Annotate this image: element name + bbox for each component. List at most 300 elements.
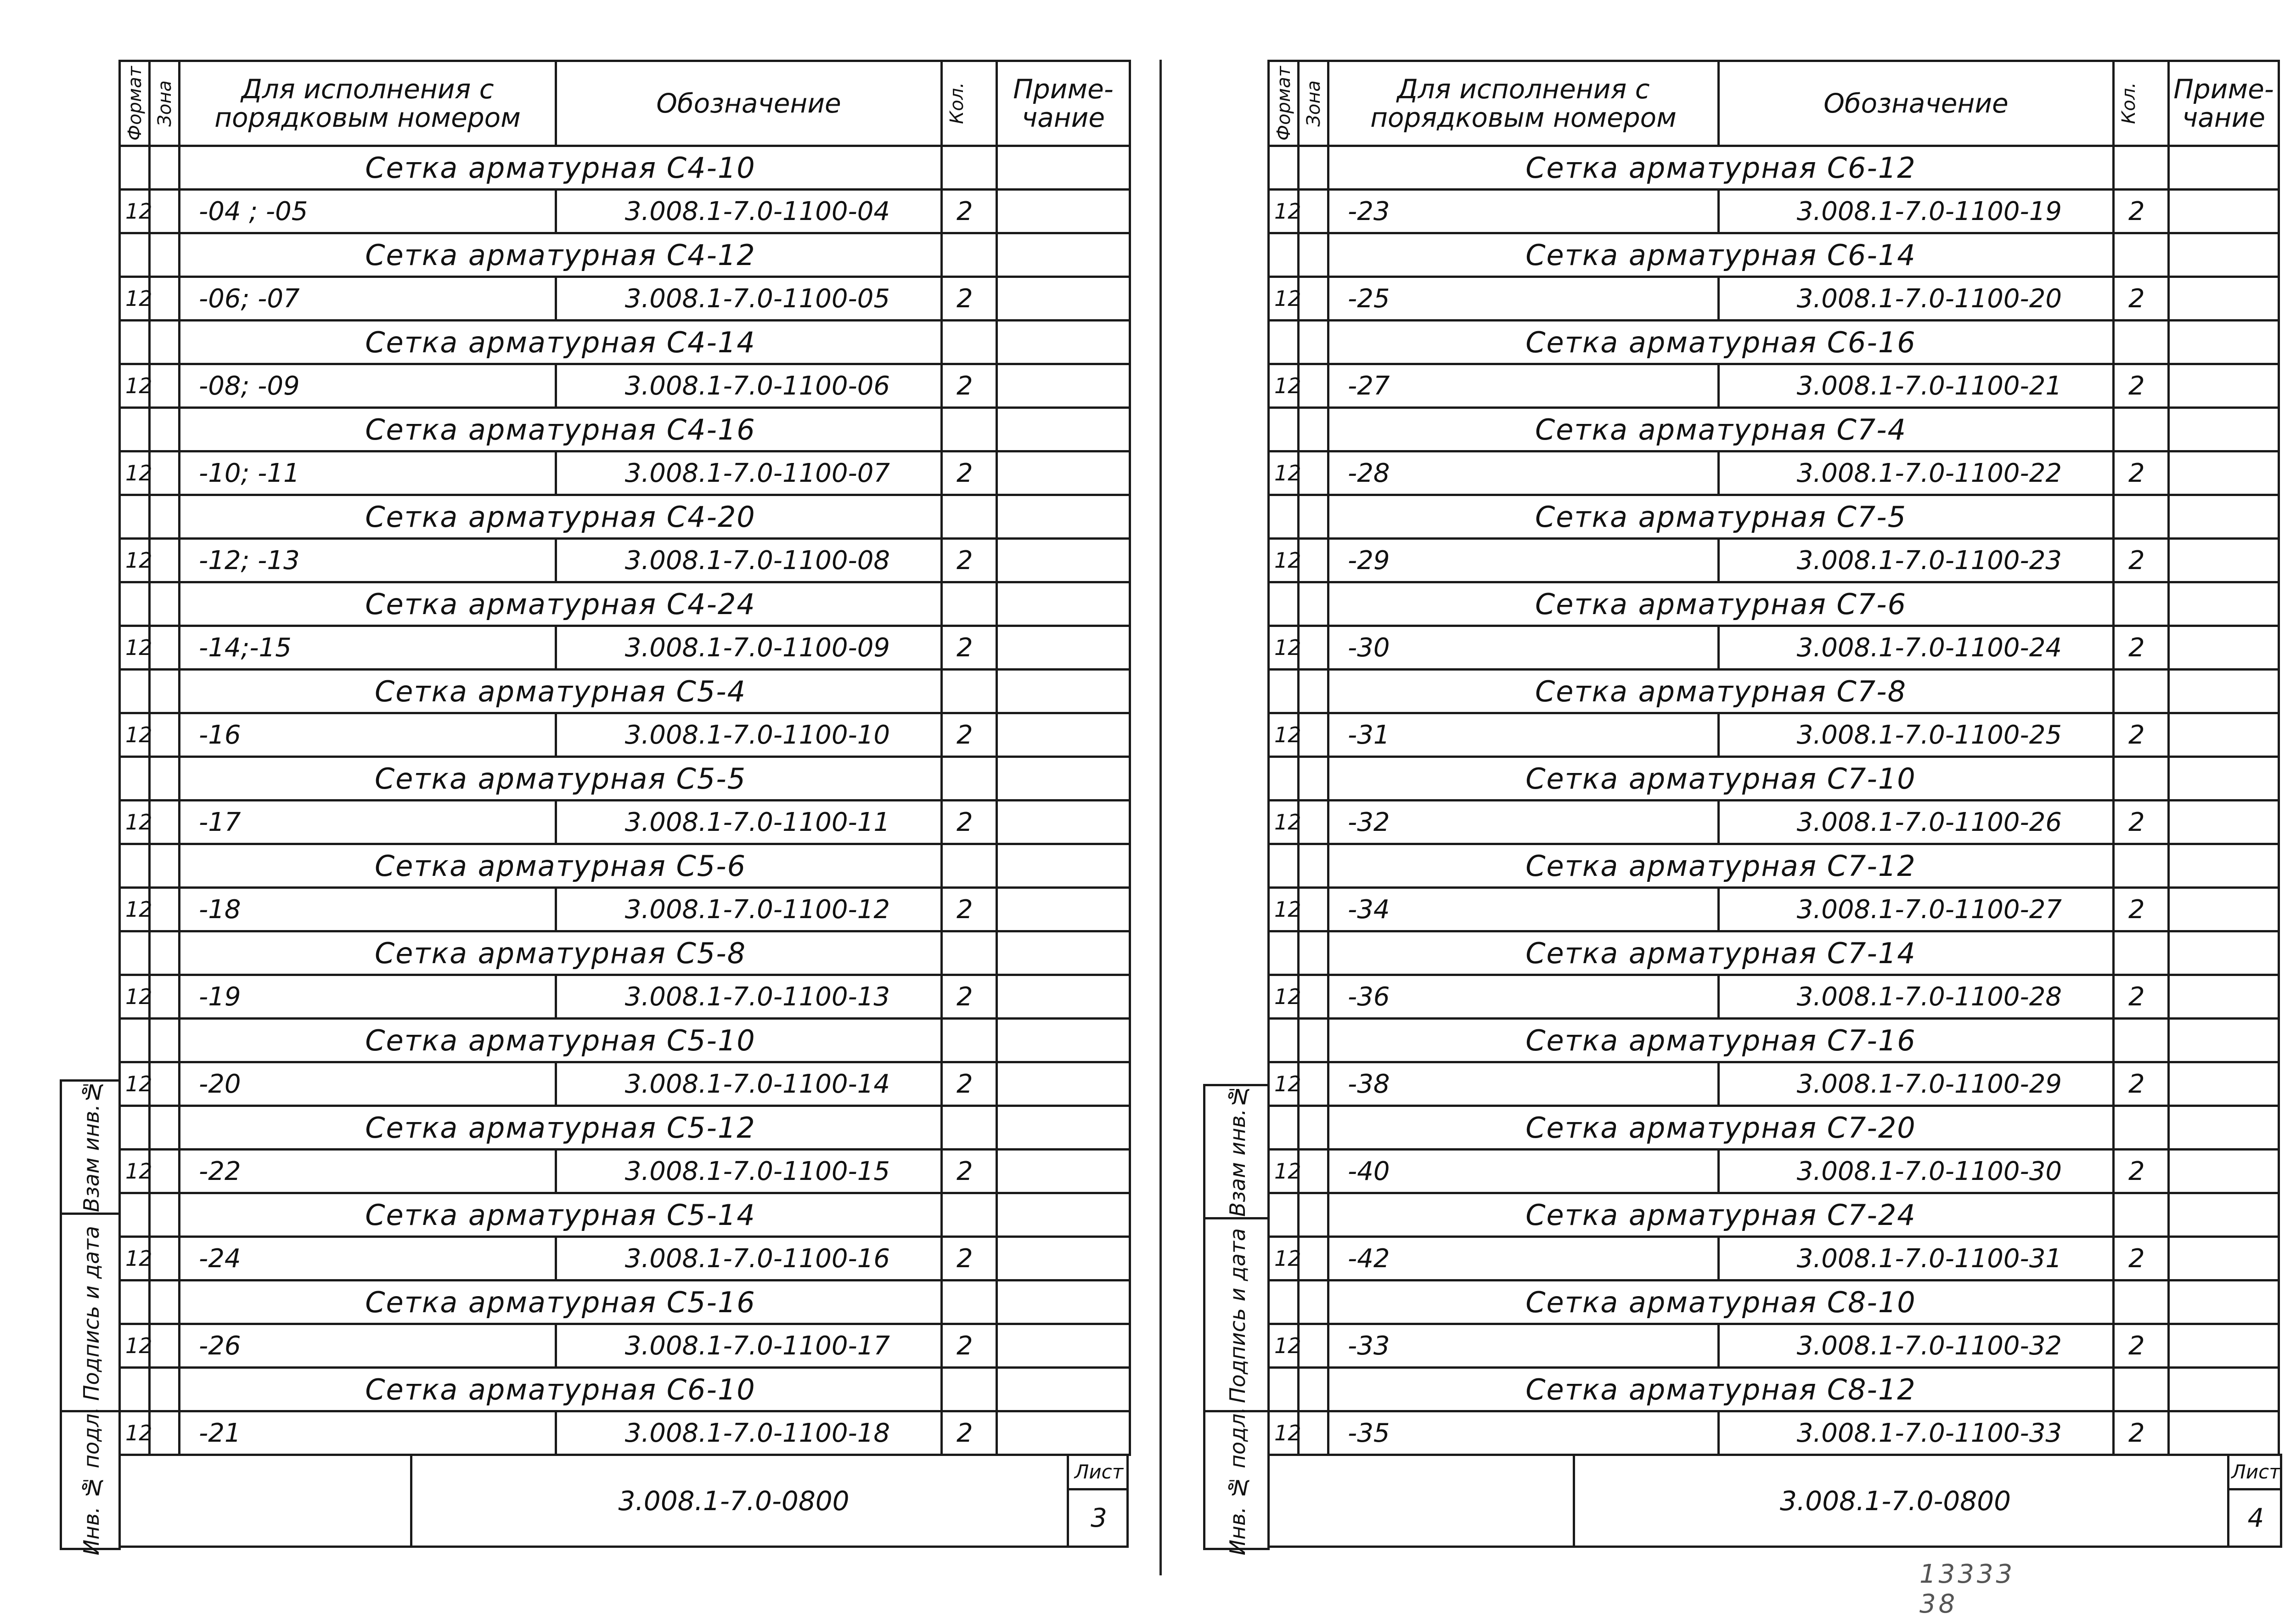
zone-cell [150,1193,180,1237]
format-value: 12 [1269,364,1299,408]
zone-cell [150,975,180,1019]
qty-cell [2114,1106,2169,1150]
mesh-title-row [1269,495,2279,539]
variant-value: -08; -09 [180,364,556,408]
designation-value: 3.008.1-7.0-1100-08 [556,539,942,582]
note-cell [997,844,1130,888]
header-zone: Зона [150,61,180,146]
table-row [1269,364,2279,408]
format-cell [1269,931,1299,975]
note-cell [2169,931,2279,975]
variant-value: -12; -13 [180,539,556,582]
format-value: 12 [120,1062,150,1106]
zone-cell [1299,757,1328,801]
zone-cell [1299,1062,1328,1106]
designation-value: 3.008.1-7.0-1100-27 [1719,888,2114,931]
designation-value: 3.008.1-7.0-1100-09 [556,626,942,670]
format-value: 12 [120,1150,150,1193]
variant-value: -36 [1328,975,1719,1019]
mesh-title-row [120,233,1130,277]
qty-value: 2 [942,1150,997,1193]
mesh-title: Сетка арматурная С7-8 [1328,670,2114,713]
mesh-title-row [120,1281,1130,1324]
zone-cell [150,757,180,801]
qty-cell [942,146,997,190]
mesh-title-row [120,582,1130,626]
zone-cell [150,451,180,495]
format-value: 12 [1269,1062,1299,1106]
zone-cell [1299,408,1328,451]
note-cell [2169,1106,2279,1150]
note-cell [2169,1281,2279,1324]
format-value: 12 [120,1237,150,1281]
zone-cell [150,146,180,190]
note-value [2169,713,2279,757]
sheet-number-box [1067,1454,1129,1546]
qty-value: 2 [942,1062,997,1106]
format-cell [120,1106,150,1150]
format-cell [1269,408,1299,451]
note-value [2169,539,2279,582]
zone-cell [1299,801,1328,844]
designation-value: 3.008.1-7.0-1100-20 [1719,277,2114,321]
qty-cell [942,321,997,364]
sidebar-cell-inv-sub: Инв. № подл. [62,1410,121,1550]
title-block-right [1267,1454,2282,1548]
zone-cell [150,582,180,626]
mesh-title-row [1269,1193,2279,1237]
format-value: 12 [1269,1150,1299,1193]
variant-value: -14;-15 [180,626,556,670]
header-format: Формат [1269,61,1299,146]
variant-value: -18 [180,888,556,931]
qty-cell [942,582,997,626]
qty-value: 2 [2114,1324,2169,1368]
variant-value: -21 [180,1411,556,1455]
qty-cell [942,1193,997,1237]
note-value [997,451,1130,495]
mesh-title: Сетка арматурная С5-6 [180,844,942,888]
designation-value: 3.008.1-7.0-1100-05 [556,277,942,321]
mesh-title: Сетка арматурная С7-10 [1328,757,2114,801]
qty-cell [942,1019,997,1062]
zone-cell [150,408,180,451]
header-format: Формат [120,61,150,146]
note-value [2169,1411,2279,1455]
qty-cell [2114,1368,2169,1411]
zone-cell [1299,146,1328,190]
note-value [2169,975,2279,1019]
variant-value: -30 [1328,626,1719,670]
zone-cell [1299,1411,1328,1455]
note-cell [2169,321,2279,364]
sheet-number: 3 [1091,1503,1107,1533]
table-row [120,364,1130,408]
qty-cell [2114,582,2169,626]
table-row [120,1150,1130,1193]
variant-value: -32 [1328,801,1719,844]
note-cell [2169,757,2279,801]
designation-value: 3.008.1-7.0-1100-29 [1719,1062,2114,1106]
qty-value: 2 [942,190,997,233]
variant-value: -42 [1328,1237,1719,1281]
table-row [1269,626,2279,670]
format-cell [120,1193,150,1237]
variant-value: -20 [180,1062,556,1106]
mesh-title: Сетка арматурная С7-16 [1328,1019,2114,1062]
designation-value: 3.008.1-7.0-1100-15 [556,1150,942,1193]
mesh-title-row [1269,582,2279,626]
qty-value: 2 [942,364,997,408]
format-cell [120,1281,150,1324]
mesh-title-row [120,931,1130,975]
designation-value: 3.008.1-7.0-1100-21 [1719,364,2114,408]
table-row [120,277,1130,321]
table-row [120,801,1130,844]
zone-cell [150,364,180,408]
note-cell [997,670,1130,713]
table-header-row [1269,61,2279,146]
mesh-title: Сетка арматурная С6-16 [1328,321,2114,364]
mesh-title: Сетка арматурная С5-14 [180,1193,942,1237]
format-value: 12 [1269,975,1299,1019]
table-row [1269,277,2279,321]
mesh-title: Сетка арматурная С5-8 [180,931,942,975]
document-code: 3.008.1-7.0-0800 [1573,1454,2216,1546]
zone-cell [150,1368,180,1411]
note-value [997,190,1130,233]
format-value: 12 [1269,626,1299,670]
sheet-number: 4 [2247,1503,2264,1533]
mesh-title: Сетка арматурная С5-5 [180,757,942,801]
note-cell [997,1368,1130,1411]
table-row [1269,1237,2279,1281]
note-cell [2169,670,2279,713]
mesh-title-row [120,844,1130,888]
header-zone: Зона [1299,61,1328,146]
note-value [997,1237,1130,1281]
note-value [997,277,1130,321]
variant-value: -26 [180,1324,556,1368]
note-cell [2169,146,2279,190]
format-cell [120,146,150,190]
zone-cell [150,321,180,364]
format-value: 12 [120,801,150,844]
qty-value: 2 [942,1324,997,1368]
zone-cell [150,1150,180,1193]
format-cell [1269,582,1299,626]
qty-value: 2 [942,1411,997,1455]
variant-value: -16 [180,713,556,757]
variant-value: -23 [1328,190,1719,233]
title-block-left [118,1454,1129,1548]
variant-value: -34 [1328,888,1719,931]
format-cell [1269,1193,1299,1237]
zone-cell [1299,1237,1328,1281]
mesh-title: Сетка арматурная С7-12 [1328,844,2114,888]
header-designation: Обозначение [1719,61,2114,146]
variant-value: -25 [1328,277,1719,321]
format-value: 12 [1269,713,1299,757]
qty-cell [2114,757,2169,801]
qty-value: 2 [942,801,997,844]
mesh-title: Сетка арматурная С4-20 [180,495,942,539]
note-value [2169,1237,2279,1281]
variant-value: -10; -11 [180,451,556,495]
qty-cell [942,670,997,713]
note-value [2169,801,2279,844]
mesh-title: Сетка арматурная С5-4 [180,670,942,713]
zone-cell [150,495,180,539]
note-cell [2169,233,2279,277]
format-cell [120,844,150,888]
note-cell [997,233,1130,277]
format-cell [120,1019,150,1062]
table-row [1269,190,2279,233]
format-cell [1269,844,1299,888]
variant-value: -04 ; -05 [180,190,556,233]
format-cell [120,321,150,364]
zone-cell [150,801,180,844]
table-row [1269,888,2279,931]
format-value: 12 [120,888,150,931]
qty-value: 2 [942,1237,997,1281]
note-value [997,888,1130,931]
zone-cell [150,190,180,233]
note-value [2169,451,2279,495]
mesh-title: Сетка арматурная С7-5 [1328,495,2114,539]
note-cell [997,1193,1130,1237]
format-value: 12 [1269,1237,1299,1281]
qty-value: 2 [942,451,997,495]
format-value: 12 [120,277,150,321]
format-value: 12 [120,1411,150,1455]
designation-value: 3.008.1-7.0-1100-19 [1719,190,2114,233]
mesh-title: Сетка арматурная С4-14 [180,321,942,364]
table-row [120,713,1130,757]
table-row [120,1324,1130,1368]
variant-value: -17 [180,801,556,844]
qty-value: 2 [2114,277,2169,321]
qty-cell [2114,931,2169,975]
sheet-label: Лист [2229,1456,2282,1490]
mesh-title-row [120,321,1130,364]
qty-value: 2 [2114,975,2169,1019]
note-cell [997,408,1130,451]
format-cell [120,931,150,975]
designation-value: 3.008.1-7.0-1100-04 [556,190,942,233]
note-cell [2169,1193,2279,1237]
designation-value: 3.008.1-7.0-1100-23 [1719,539,2114,582]
mesh-title: Сетка арматурная С5-10 [180,1019,942,1062]
mesh-title-row [120,1019,1130,1062]
note-value [2169,1150,2279,1193]
designation-value: 3.008.1-7.0-1100-30 [1719,1150,2114,1193]
format-value: 12 [1269,190,1299,233]
table-row [120,626,1130,670]
note-value [997,1411,1130,1455]
format-cell [120,670,150,713]
note-cell [2169,582,2279,626]
designation-value: 3.008.1-7.0-1100-32 [1719,1324,2114,1368]
table-row [120,1062,1130,1106]
variant-value: -33 [1328,1324,1719,1368]
header-variant: Для исполнения с порядковым номером [1328,61,1719,146]
spec-table-right [1267,60,2280,1456]
note-cell [997,757,1130,801]
note-cell [997,1281,1130,1324]
format-cell [1269,321,1299,364]
note-value [2169,1324,2279,1368]
mesh-title-row [1269,844,2279,888]
document-code: 3.008.1-7.0-0800 [410,1454,1055,1546]
designation-value: 3.008.1-7.0-1100-31 [1719,1237,2114,1281]
note-value [997,626,1130,670]
qty-cell [2114,408,2169,451]
mesh-title-row [120,1106,1130,1150]
mesh-title-row [120,670,1130,713]
variant-value: -27 [1328,364,1719,408]
mesh-title-row [1269,321,2279,364]
header-note: Приме- чание [997,61,1130,146]
qty-value: 2 [2114,451,2169,495]
note-cell [997,931,1130,975]
qty-cell [2114,670,2169,713]
table-row [120,1411,1130,1455]
zone-cell [150,626,180,670]
designation-value: 3.008.1-7.0-1100-33 [1719,1411,2114,1455]
note-value [997,1062,1130,1106]
sidebar-cell-sign-date: Подпись и дата [62,1213,121,1412]
zone-cell [1299,713,1328,757]
qty-cell [942,1368,997,1411]
format-cell [120,757,150,801]
sidebar-cell-inv-sub: Инв. № подл. [1205,1410,1270,1550]
header-qty: Кол. [2114,61,2169,146]
header-designation: Обозначение [556,61,942,146]
mesh-title: Сетка арматурная С8-12 [1328,1368,2114,1411]
designation-value: 3.008.1-7.0-1100-07 [556,451,942,495]
mesh-title-row [120,757,1130,801]
zone-cell [1299,495,1328,539]
mesh-title: Сетка арматурная С7-4 [1328,408,2114,451]
qty-cell [942,931,997,975]
format-value: 12 [1269,451,1299,495]
spec-table-left [118,60,1131,1456]
zone-cell [1299,1368,1328,1411]
zone-cell [1299,1281,1328,1324]
mesh-title: Сетка арматурная С4-12 [180,233,942,277]
designation-value: 3.008.1-7.0-1100-24 [1719,626,2114,670]
mesh-title: Сетка арматурная С5-12 [180,1106,942,1150]
format-cell [120,408,150,451]
zone-cell [1299,321,1328,364]
designation-value: 3.008.1-7.0-1100-14 [556,1062,942,1106]
zone-cell [1299,1193,1328,1237]
qty-cell [942,1281,997,1324]
variant-value: -35 [1328,1411,1719,1455]
qty-cell [2114,233,2169,277]
mesh-title-row [120,146,1130,190]
table-row [120,451,1130,495]
qty-value: 2 [2114,713,2169,757]
qty-value: 2 [2114,801,2169,844]
qty-value: 2 [942,626,997,670]
zone-cell [150,233,180,277]
zone-cell [1299,233,1328,277]
note-cell [2169,1019,2279,1062]
mesh-title-row [1269,146,2279,190]
note-value [997,1150,1130,1193]
format-value: 12 [1269,539,1299,582]
zone-cell [150,670,180,713]
mesh-title-row [1269,1281,2279,1324]
header-note: Приме- чание [2169,61,2279,146]
zone-cell [150,539,180,582]
sidebar-cell-sign-date: Подпись и дата [1205,1217,1270,1412]
note-cell [2169,408,2279,451]
mesh-title: Сетка арматурная С6-14 [1328,233,2114,277]
zone-cell [1299,582,1328,626]
mesh-title-row [1269,1106,2279,1150]
note-cell [997,1106,1130,1150]
format-value: 12 [120,539,150,582]
designation-value: 3.008.1-7.0-1100-28 [1719,975,2114,1019]
format-value: 12 [120,190,150,233]
qty-value: 2 [2114,888,2169,931]
variant-value: -06; -07 [180,277,556,321]
format-cell [1269,670,1299,713]
qty-cell [942,757,997,801]
table-row [1269,1150,2279,1193]
mesh-title: Сетка арматурная С8-10 [1328,1281,2114,1324]
qty-cell [942,408,997,451]
zone-cell [150,931,180,975]
table-row [1269,713,2279,757]
format-value: 12 [120,713,150,757]
zone-cell [1299,975,1328,1019]
table-row [1269,1324,2279,1368]
qty-cell [2114,146,2169,190]
note-value [2169,277,2279,321]
zone-cell [150,844,180,888]
sidebar-right [1203,1084,1270,1556]
zone-cell [150,1281,180,1324]
mesh-title-row [1269,931,2279,975]
format-cell [1269,1368,1299,1411]
qty-cell [2114,1193,2169,1237]
table-row [120,1237,1130,1281]
mesh-title-row [1269,233,2279,277]
designation-value: 3.008.1-7.0-1100-12 [556,888,942,931]
variant-value: -19 [180,975,556,1019]
format-cell [120,495,150,539]
zone-cell [150,1106,180,1150]
qty-value: 2 [942,713,997,757]
qty-cell [2114,1281,2169,1324]
note-value [2169,190,2279,233]
format-cell [120,233,150,277]
note-value [997,801,1130,844]
designation-value: 3.008.1-7.0-1100-06 [556,364,942,408]
qty-value: 2 [2114,626,2169,670]
format-value: 12 [120,975,150,1019]
variant-value: -28 [1328,451,1719,495]
mesh-title-row [1269,670,2279,713]
designation-value: 3.008.1-7.0-1100-18 [556,1411,942,1455]
mesh-title: Сетка арматурная С7-6 [1328,582,2114,626]
qty-value: 2 [942,277,997,321]
